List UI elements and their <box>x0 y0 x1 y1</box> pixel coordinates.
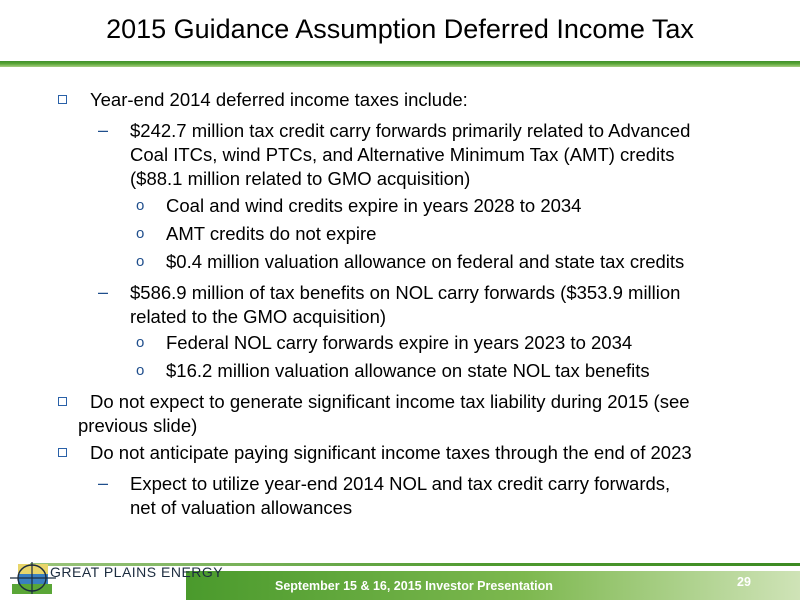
circle-bullet-icon: o <box>136 225 145 242</box>
bullet-text: Year-end 2014 deferred income taxes include: <box>90 89 468 110</box>
bullet-text: AMT credits do not expire <box>166 223 377 244</box>
slide-title: 2015 Guidance Assumption Deferred Income Tax <box>106 14 694 44</box>
bullet-text-line: ($88.1 million related to GMO acquisition) <box>130 168 471 189</box>
bullet-text-line: $586.9 million of tax benefits on NOL carry forwards ($353.9 million <box>130 282 681 303</box>
bullet-item <box>90 441 692 465</box>
square-bullet-icon <box>58 95 67 104</box>
dash-bullet-icon: – <box>98 473 109 493</box>
sub-sub-bullet-item <box>136 222 377 246</box>
bullet-text-line: Do not expect to generate significant income tax liability during 2015 (see <box>90 391 690 412</box>
sub-sub-bullet-item <box>136 331 633 355</box>
bullet-item <box>78 390 690 438</box>
circle-bullet-icon: o <box>136 362 145 379</box>
sub-bullet-item <box>98 281 681 329</box>
sub-sub-bullet-item <box>136 194 582 218</box>
bullet-text: Federal NOL carry forwards expire in years 2023 to 2034 <box>166 332 633 353</box>
page-number: 29 <box>737 575 751 589</box>
footer-presentation-label: September 15 & 16, 2015 Investor Presentation <box>275 579 553 593</box>
bullet-text-line: related to the GMO acquisition) <box>130 306 387 327</box>
circle-bullet-icon: o <box>136 197 145 214</box>
dash-bullet-icon: – <box>98 120 109 140</box>
bullet-text-line: net of valuation allowances <box>130 497 353 518</box>
circle-bullet-icon: o <box>136 334 145 351</box>
sub-sub-bullet-item <box>136 359 650 383</box>
title-divider <box>0 61 800 67</box>
bullet-text-line: Coal ITCs, wind PTCs, and Alternative Minimum Tax (AMT) credits <box>130 144 675 165</box>
dash-bullet-icon: – <box>98 282 109 302</box>
sub-sub-bullet-item <box>136 250 685 274</box>
bullet-text: Do not anticipate paying significant income taxes through the end of 2023 <box>90 442 692 463</box>
company-logo-text: GREAT PLAINS ENERGY <box>50 564 224 580</box>
sub-bullet-item <box>98 119 691 191</box>
bullet-text: Coal and wind credits expire in years 2028 to 2034 <box>166 195 582 216</box>
bullet-text: $16.2 million valuation allowance on state NOL tax benefits <box>166 360 650 381</box>
bullet-item <box>90 88 468 112</box>
circle-bullet-icon: o <box>136 253 145 270</box>
bullet-text-line: $242.7 million tax credit carry forwards primarily related to Advanced <box>130 120 691 141</box>
bullet-text-line: Expect to utilize year-end 2014 NOL and tax credit carry forwards, <box>130 473 671 494</box>
square-bullet-icon <box>58 448 67 457</box>
bullet-text-line: previous slide) <box>78 415 198 436</box>
bullet-text: $0.4 million valuation allowance on federal and state tax credits <box>166 251 685 272</box>
square-bullet-icon <box>58 397 67 406</box>
sub-bullet-item <box>98 472 671 520</box>
